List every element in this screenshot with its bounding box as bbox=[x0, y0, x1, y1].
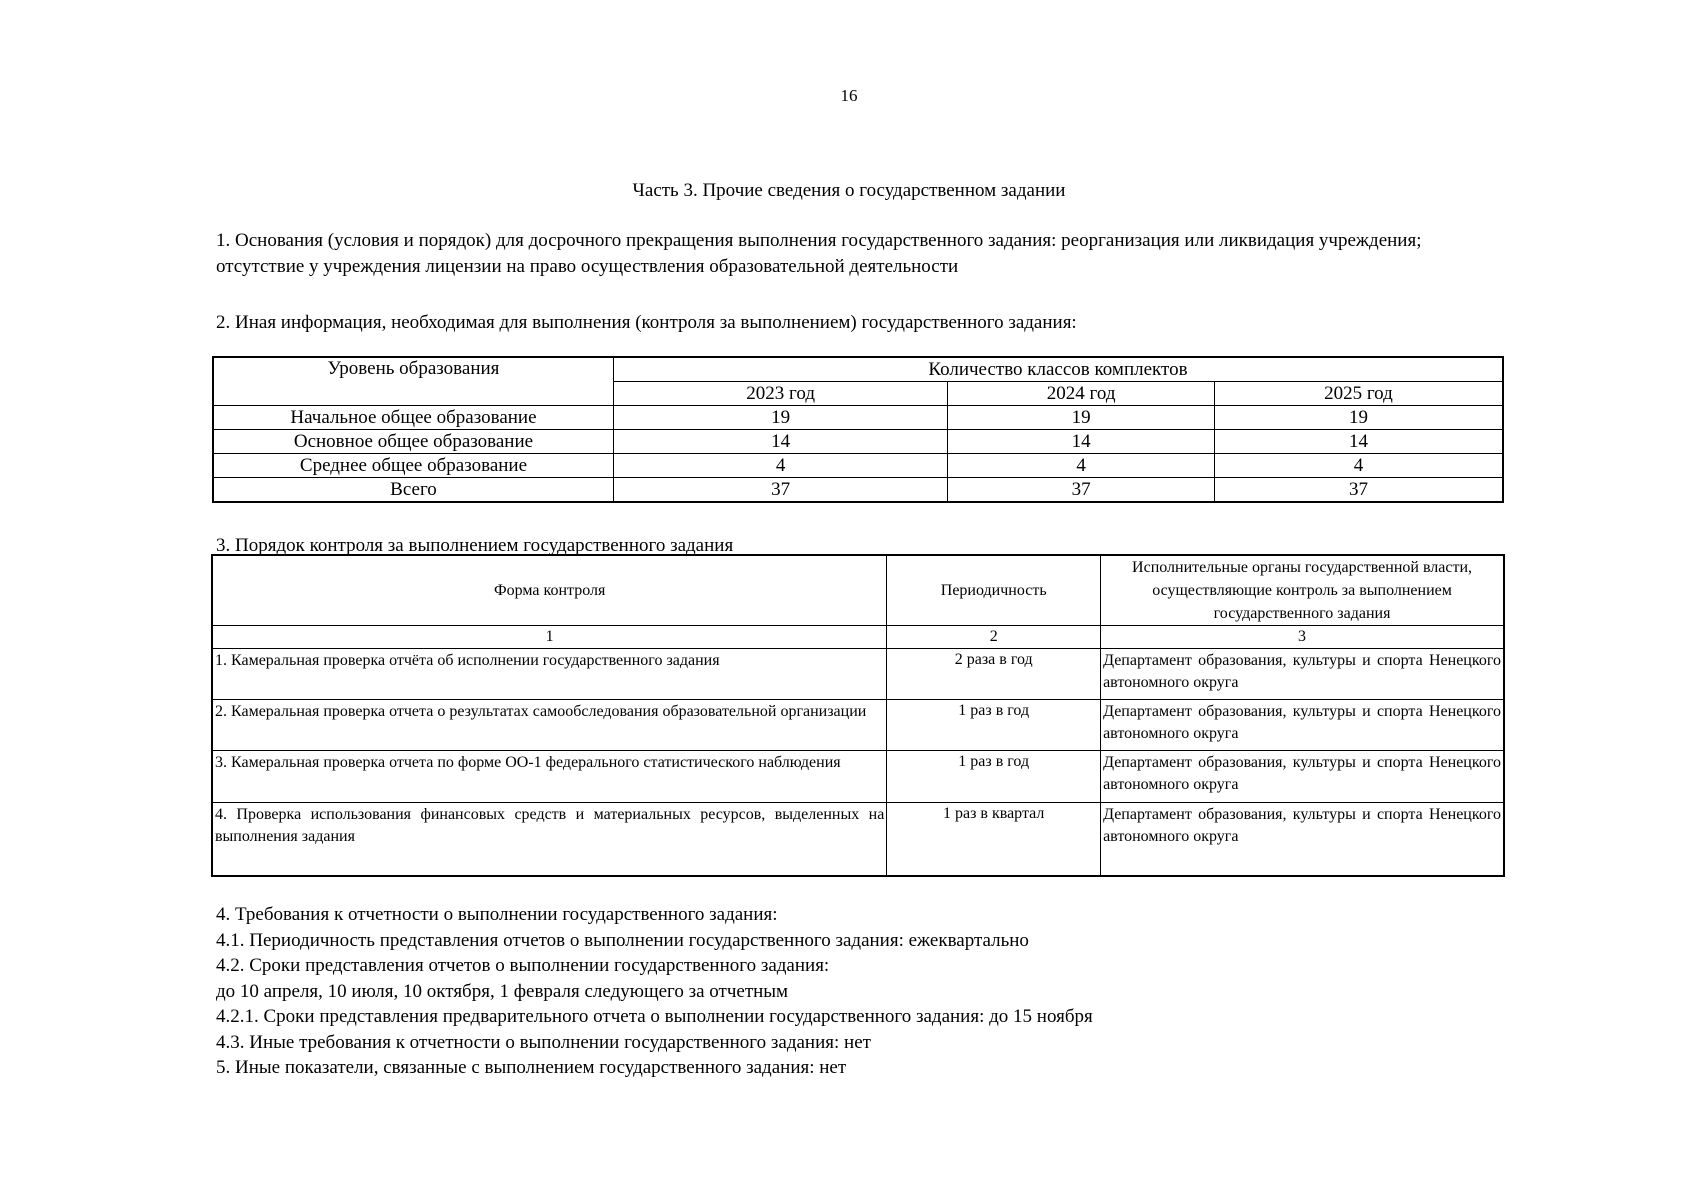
header-year: 2025 год bbox=[1214, 382, 1503, 406]
table-row bbox=[213, 454, 1503, 478]
list-item: 4. Требования к отчетности о выполнении государственного задания: bbox=[216, 904, 778, 925]
table-row bbox=[212, 649, 1504, 700]
header-body: Исполнительные органы государственной власти, осуществляющие контроль за выполнением государственного задания bbox=[1101, 555, 1504, 626]
list-item: 4.2.1. Сроки представления предварительного отчета о выполнении государственного задания: до 15 ноября bbox=[216, 1006, 1093, 1027]
level-cell: Основное общее образование bbox=[213, 430, 613, 454]
table-row bbox=[212, 700, 1504, 751]
value-cell: 19 bbox=[613, 406, 947, 430]
value-cell: 14 bbox=[613, 430, 947, 454]
value-cell: 19 bbox=[1214, 406, 1503, 430]
section4-list bbox=[216, 902, 1093, 1081]
page-title: Часть 3. Прочие сведения о государственном задании bbox=[632, 180, 1066, 201]
period-cell: 1 раз в год bbox=[887, 700, 1101, 751]
list-item: 4.2. Сроки представления отчетов о выполнении государственного задания: bbox=[216, 955, 830, 976]
section1-line2: отсутствие у учреждения лицензии на право осуществления образовательной деятельности bbox=[216, 256, 959, 277]
header-year: 2023 год bbox=[613, 382, 947, 406]
table-row bbox=[213, 430, 1503, 454]
value-cell: 4 bbox=[948, 454, 1215, 478]
level-cell: Всего bbox=[213, 478, 613, 503]
list-item: до 10 апреля, 10 июля, 10 октября, 1 февраля следующего за отчетным bbox=[216, 980, 789, 1002]
value-cell: 14 bbox=[948, 430, 1215, 454]
level-cell: Начальное общее образование bbox=[213, 406, 613, 430]
value-cell: 37 bbox=[613, 478, 947, 503]
header-form: Форма контроля bbox=[212, 555, 887, 626]
section2-heading: 2. Иная информация, необходимая для выполнения (контроля за выполнением) государственного задания: bbox=[216, 312, 1077, 333]
period-cell: 1 раз в год bbox=[887, 751, 1101, 803]
header-period: Периодичность bbox=[887, 555, 1101, 626]
list-item: 4.1. Периодичность представления отчетов о выполнении государственного задания: ежеквартально bbox=[216, 929, 1029, 951]
header-year: 2024 год bbox=[948, 382, 1215, 406]
value-cell: 4 bbox=[1214, 454, 1503, 478]
col-number: 3 bbox=[1101, 626, 1504, 649]
body-cell: Департамент образования, культуры и спорта Ненецкого автономного округа bbox=[1101, 700, 1504, 751]
form-cell: 2. Камеральная проверка отчета о результатах самообследования образовательной организации bbox=[212, 700, 887, 751]
period-cell: 2 раза в год bbox=[887, 649, 1101, 700]
page-number: 16 bbox=[840, 86, 858, 105]
col-number: 1 bbox=[212, 626, 887, 649]
class-count-table bbox=[212, 356, 1504, 503]
body-cell: Департамент образования, культуры и спорта Ненецкого автономного округа bbox=[1101, 751, 1504, 803]
section1-line1: 1. Основания (условия и порядок) для досрочного прекращения выполнения государственного задания: реорганизация или ликвидация учреждения; bbox=[216, 230, 1422, 251]
control-table bbox=[211, 554, 1505, 877]
header-class-count: Количество классов комплектов bbox=[613, 357, 1503, 382]
header-level: Уровень образования bbox=[213, 357, 613, 406]
body-cell: Департамент образования, культуры и спорта Ненецкого автономного округа bbox=[1101, 803, 1504, 876]
table-row-total bbox=[213, 478, 1503, 503]
form-cell: 3. Камеральная проверка отчета по форме ОО-1 федерального статистического наблюдения bbox=[212, 751, 887, 803]
list-item: 4.3. Иные требования к отчетности о выполнении государственного задания: нет bbox=[216, 1031, 871, 1053]
form-cell: 4. Проверка использования финансовых средств и материальных ресурсов, выделенных на выполнения задания bbox=[212, 803, 887, 876]
period-cell: 1 раз в квартал bbox=[887, 803, 1101, 876]
section1 bbox=[216, 228, 1506, 280]
body-cell: Департамент образования, культуры и спорта Ненецкого автономного округа bbox=[1101, 649, 1504, 700]
section3-heading: 3. Порядок контроля за выполнением государственного задания bbox=[216, 535, 734, 556]
table-row bbox=[213, 406, 1503, 430]
value-cell: 14 bbox=[1214, 430, 1503, 454]
value-cell: 4 bbox=[613, 454, 947, 478]
value-cell: 19 bbox=[948, 406, 1215, 430]
value-cell: 37 bbox=[948, 478, 1215, 503]
table-row bbox=[212, 751, 1504, 803]
level-cell: Среднее общее образование bbox=[213, 454, 613, 478]
list-item: 5. Иные показатели, связанные с выполнением государственного задания: нет bbox=[216, 1057, 847, 1078]
col-number: 2 bbox=[887, 626, 1101, 649]
value-cell: 37 bbox=[1214, 478, 1503, 503]
table-row bbox=[212, 803, 1504, 876]
form-cell: 1. Камеральная проверка отчёта об исполнении государственного задания bbox=[212, 649, 887, 700]
